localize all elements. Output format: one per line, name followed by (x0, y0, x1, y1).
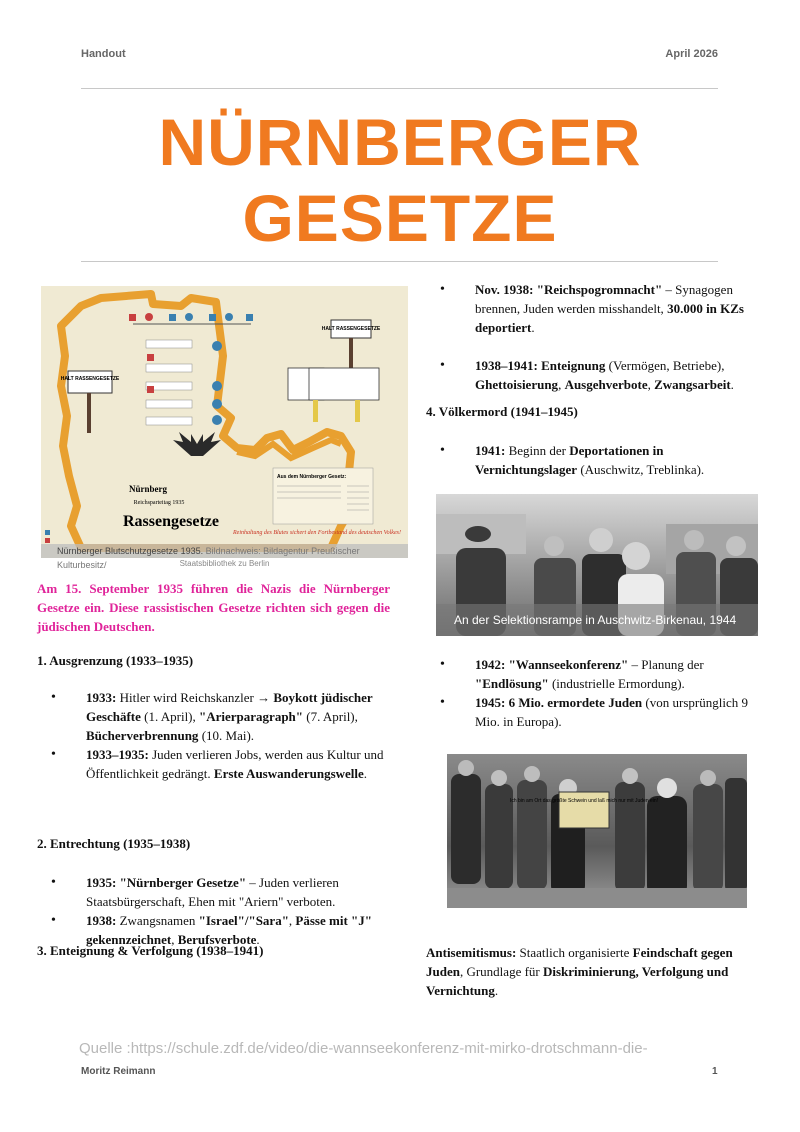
bold-term: Feindschaft gegen Juden (426, 945, 733, 979)
section-4-heading: 4. Völkermord (1941–1945) (426, 404, 578, 419)
bold-term: Diskriminierung, Verfolgung und Vernichtung (426, 964, 729, 998)
page-number: 1 (712, 1066, 718, 1077)
text-span: . (531, 320, 535, 335)
text-span: Staatlich organisierte (516, 945, 633, 960)
text-span: (industrielle Ermordung). (548, 676, 685, 691)
bold-term: "Endlösung" (475, 676, 549, 691)
bold-term: Pässe mit "J" gekennzeichnet (86, 913, 372, 947)
bold-term: Boykott jüdischer Geschäfte (86, 690, 373, 724)
poster-sign-right: HALT RASSENGESETZE (321, 326, 381, 332)
list-item (37, 873, 387, 911)
bold-term: Ghettoisierung (475, 377, 559, 392)
bold-term: "Arierparagraph" (199, 709, 303, 724)
selection-ramp-photo (436, 494, 758, 636)
text-span: (Vermögen, Betriebe), (605, 358, 725, 373)
antisemitism-definition (426, 943, 756, 1000)
text-span: , (647, 377, 655, 392)
bold-term: 1933: (86, 690, 117, 705)
title-divider (81, 261, 718, 262)
section-4-list (426, 441, 760, 479)
section-1-list (37, 688, 387, 783)
list-item (426, 441, 760, 479)
bold-term: 1935: "Nürnberger Gesetze" (86, 875, 247, 890)
bold-term: Zwangsarbeit (654, 377, 731, 392)
bold-term: 1933–1935: (86, 747, 149, 762)
bold-term: Ausgehverbote (564, 377, 648, 392)
text-span: , (558, 377, 565, 392)
text-span: – Planung der (628, 657, 704, 672)
bold-term: Berufsverbote (177, 932, 257, 947)
page-title (0, 104, 800, 256)
title-line-1: NÜRNBERGER (158, 105, 642, 179)
text-span: (7. April), (303, 709, 358, 724)
text-span: , (288, 913, 296, 928)
source-link[interactable]: Quelle :https://schule.zdf.de/video/die-wannseekonferenz-mit-mirko-drotschmann-die- (79, 1040, 648, 1057)
list-item (37, 745, 387, 783)
photo-caption: An der Selektionsrampe in Auschwitz-Birkenau, 1944 (436, 604, 758, 636)
bold-term: Bücherverbrennung (86, 728, 199, 743)
poster-sign-left: HALT RASSENGESETZE (60, 376, 120, 382)
poster-law-heading: Aus dem Nürnberger Gesetz: (277, 474, 347, 480)
list-item (426, 280, 760, 337)
header-right: April 2026 (665, 48, 718, 60)
bold-term: 1942: "Wannseekonferenz" (475, 657, 629, 672)
photo-sign-text: Ich bin am Ort das größte Schwein und laß mich nur mit Juden ein! (509, 798, 659, 804)
bold-term: 1945: 6 Mio. ermordete Juden (475, 695, 643, 710)
poster-caption-line2: Staatsbibliothek zu Berlin (179, 559, 270, 568)
bold-term: Erste Auswanderungswelle (213, 766, 364, 781)
section-3-list (426, 280, 760, 394)
text-span: , (171, 932, 178, 947)
section-4b-list (426, 655, 760, 731)
text-span: – Synagogen brennen, Juden werden misshandelt, (475, 282, 733, 316)
poster-caption-credit: Bildnachweis: Bildagentur Preußischer Kulturbesitz/ (57, 546, 360, 570)
text-span: (von ursprünglich 9 Mio. in Europa). (475, 695, 748, 729)
text-span: – Juden verlieren Staatsbürgerschaft, Ehen mit "Ariern" verboten. (86, 875, 339, 909)
text-span: Hitler wird Reichskanzler → (116, 690, 274, 705)
photo-graphic (447, 754, 747, 908)
bold-term: "Israel"/"Sara" (198, 913, 289, 928)
list-item (37, 688, 387, 745)
title-line-2: GESETZE (242, 181, 558, 255)
bold-term: Deportationen in Vernichtungslager (475, 443, 664, 477)
text-span: Beginn der (505, 443, 570, 458)
section-3-heading: 3. Enteignung & Verfolgung (1938–1941) (37, 943, 264, 958)
bold-term: Antisemitismus: (426, 945, 517, 960)
section-2-heading: 2. Entrechtung (1935–1938) (37, 836, 191, 851)
text-span: (10. Mai). (198, 728, 255, 743)
bold-term: Nov. 1938: "Reichspogromnacht" (475, 282, 663, 297)
section-1-heading: 1. Ausgrenzung (1933–1935) (37, 653, 194, 668)
text-span: . (494, 983, 499, 998)
intro-text: Am 15. September 1935 führen die Nazis die Nürnberger Gesetze ein. Diese rassistischen Gesetze richten sich gegen die jüdischen Deutschen. (37, 581, 390, 634)
text-span: Juden verlieren Jobs, werden aus Kultur und Öffentlichkeit gedrängt. (86, 747, 384, 781)
text-span: . (256, 932, 260, 947)
poster-caption-main: Nürnberger Blutschutzgesetze 1935. (57, 546, 204, 556)
text-span: (1. April), (140, 709, 200, 724)
poster-slogan: Reinhaltung des Blutes sichert den Fortbestand des deutschen Volkes! (233, 530, 401, 536)
list-item (426, 693, 760, 731)
street-march-photo (447, 754, 747, 908)
section-2-list (37, 873, 387, 949)
text-span: Zwangsnamen (116, 913, 199, 928)
poster-big-label: Rassengesetze (123, 513, 219, 530)
poster-center-label: Nürnberg (129, 484, 167, 494)
list-item (426, 356, 760, 394)
text-span: , Grundlage für (459, 964, 543, 979)
poster-graphic (41, 286, 408, 558)
text-span: . (730, 377, 734, 392)
footer-author: Moritz Reimann (81, 1066, 156, 1077)
text-span: (Auschwitz, Treblinka). (577, 462, 705, 477)
top-divider (81, 88, 718, 89)
bold-term: 30.000 in KZs deportiert (475, 301, 744, 335)
bold-term: 1941: (475, 443, 506, 458)
list-item (426, 655, 760, 693)
header-left: Handout (81, 48, 126, 60)
bold-term: 1938–1941: Enteignung (475, 358, 606, 373)
bold-term: 1938: (86, 913, 117, 928)
poster-center-sub: Reichsparteitag 1935 (133, 500, 185, 506)
text-span: . (363, 766, 368, 781)
